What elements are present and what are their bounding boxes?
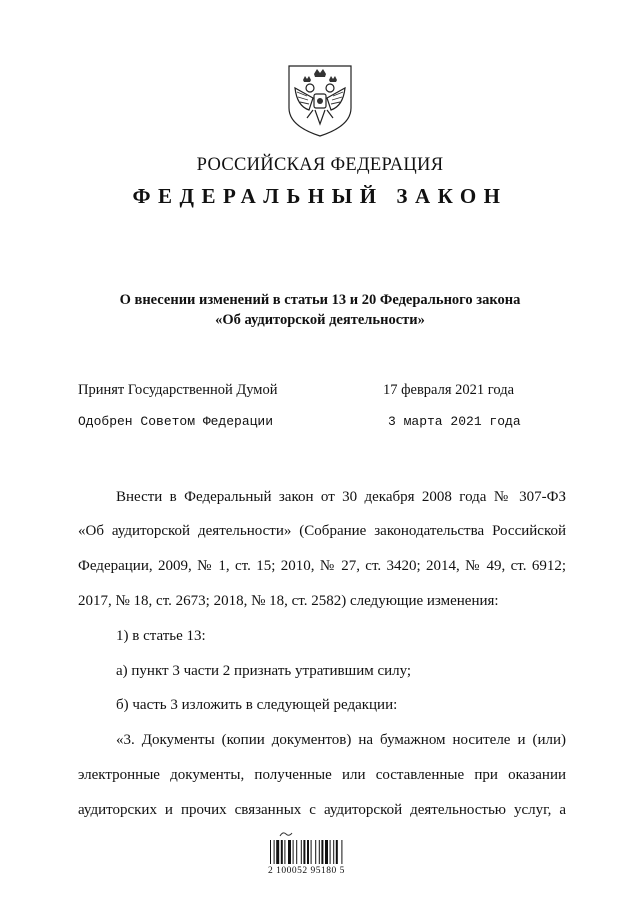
approved-date: 3 марта 2021 года xyxy=(388,414,521,429)
intro-line-4: 2017, № 18, ст. 2673; 2018, № 18, ст. 2582) следующие изменения: xyxy=(78,593,499,609)
barcode-number: 2 100052 95180 5 xyxy=(268,866,345,876)
law-title-line-1: О внесении изменений в статьи 13 и 20 Федерального закона xyxy=(119,292,521,308)
country-heading: РОССИЙСКАЯ ФЕДЕРАЦИЯ xyxy=(196,155,444,175)
item-b: б) часть 3 изложить в следующей редакции: xyxy=(116,697,398,713)
law-title-line-2: «Об аудиторской деятельности» xyxy=(215,312,425,328)
law-title xyxy=(0,290,640,330)
item-1: 1) в статье 13: xyxy=(116,628,206,644)
approved-label: Одобрен Советом Федерации xyxy=(78,414,274,429)
scan-mark-icon xyxy=(279,830,293,838)
intro-line-2: «Об аудиторской деятельности» (Собрание законодательства Российской xyxy=(78,523,566,539)
item-a: а) пункт 3 части 2 признать утратившим силу; xyxy=(116,663,412,679)
adopted-date: 17 февраля 2021 года xyxy=(383,382,515,398)
coat-of-arms-icon xyxy=(287,64,353,138)
adopted-label: Принят Государственной Думой xyxy=(78,382,278,398)
quote-line-3: аудиторских и прочих связанных с аудиторской деятельностью услуг, а xyxy=(78,802,566,818)
intro-line-1: Внести в Федеральный закон от 30 декабря 2008 года № 307-ФЗ xyxy=(116,489,566,505)
document-type-heading: ФЕДЕРАЛЬНЫЙ ЗАКОН xyxy=(132,184,508,208)
barcode xyxy=(270,840,370,864)
intro-line-3: Федерации, 2009, № 1, ст. 15; 2010, № 27, ст. 3420; 2014, № 49, ст. 6912; xyxy=(78,558,566,574)
quote-line-2: электронные документы, полученные или составленные при оказании xyxy=(78,767,566,783)
quote-line-1: «3. Документы (копии документов) на бумажном носителе и (или) xyxy=(116,732,566,748)
